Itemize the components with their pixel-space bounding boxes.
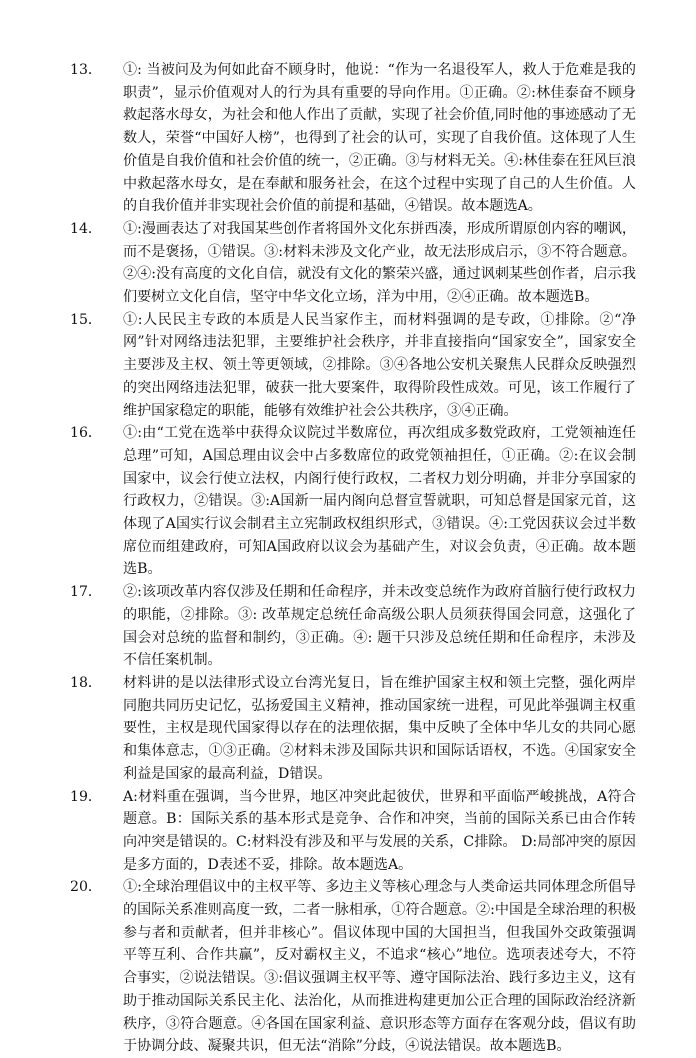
question-20 bbox=[70, 876, 636, 1058]
question-number: 18． bbox=[70, 674, 103, 691]
question-number: 17． bbox=[70, 584, 103, 601]
question-number: 14． bbox=[70, 220, 103, 237]
question-14 bbox=[70, 218, 636, 309]
question-17 bbox=[70, 581, 636, 672]
question-number: 13． bbox=[70, 62, 103, 78]
question-18 bbox=[70, 672, 636, 786]
question-15 bbox=[70, 309, 636, 423]
question-explanation: ①:漫画表达了对我国某些创作者将国外文化东拼西凑，形成所谓原创内容的嘲讽，而不是褒扬，①错误。③:材料未涉及文化产业，故无法形成启示，③不符合题意。②④:没有高度的文化自信，就没有文化的繁荣兴盛，通过讽刺某些创作者，启示我们要树立文化自信，坚守中华文化立场，洋为中用，②④正确。故本题选B。 bbox=[123, 220, 636, 306]
question-explanation: A:材料重在强调，当今世界，地区冲突此起彼伏，世界和平面临严峻挑战，A符合题意。B：国际关系的基本形式是竞争、合作和冲突，当前的国际关系已由合作转向冲突是错误的。C:材料没有涉及和平与发展的关系，C排除。 D:局部冲突的原因是多方面的，D表述不妥，排除。故本题选A。 bbox=[123, 788, 636, 873]
question-19 bbox=[70, 786, 636, 877]
question-number: 15． bbox=[70, 311, 103, 328]
question-explanation: ①:人民民主专政的本质是人民当家作主，而材料强调的是专政，①排除。②“净网”针对网络违法犯罪，主要维护社会秩序，并非直接指向“国家安全”，国家安全主要涉及主权、领土等更领域，②排除。③④各地公安机关聚焦人民群众反映强烈的突出网络违法犯罪，破获一批大要案件，取得阶段性成效。可见，该工作履行了维护国家稳定的职能，能够有效维护社会公共秩序，③④正确。 bbox=[123, 311, 636, 419]
question-number: 16． bbox=[70, 425, 103, 442]
question-number: 20． bbox=[70, 879, 103, 896]
question-16 bbox=[70, 422, 636, 581]
question-explanation: 材料讲的是以法律形式设立台湾光复日，旨在维护国家主权和领土完整，强化两岸同胞共同历史记忆，弘扬爱国主义精神，推动国家统一进程，可见此举强调主权重要性，主权是现代国家得以存在的法理依据，集中反映了全体中华儿女的共同心愿和集体意志，①③正确。②材料未涉及国际共识和国际话语权，不选。④国家安全利益是国家的最高利益，D错误。 bbox=[123, 674, 636, 782]
question-explanation: ①:全球治理倡议中的主权平等、多边主义等核心理念与人类命运共同体理念所倡导的国际关系准则高度一致，二者一脉相承，①符合题意。②:中国是全球治理的积极参与者和贡献者，但并非核心”。倡议体现中国的大国担当，但我国外交政策强调平等互利、合作共赢”，反对霸权主义，不追求“核心”地位。选项表述夸大，不符合事实，②说法错误。③:倡议强调主权平等、遵守国际法治、践行多边主义，这有助于推动国际关系民主化、法治化，从而推进构建更加公正合理的国际政治经济新秩序，③符合题意。④各国在国家利益、意识形态等方面存在客观分歧，倡议有助于协调分歧、凝聚共识，但无法“消除”分歧，④说法错误。故本题选B。 bbox=[123, 879, 636, 1055]
question-number: 19． bbox=[70, 788, 103, 805]
question-13 bbox=[70, 59, 636, 218]
question-list bbox=[70, 59, 636, 1058]
question-explanation: ①:由“工党在选举中获得众议院过半数席位，再次组成多数党政府，工党领袖连任总理”可知，A国总理由议会中占多数席位的政党领袖担任，①正确。②:在议会制国家中，议会行使立法权，内阁行使行政权，二者权力划分明确，并非分享国家的行政权力，②错误。③:A国新一届内阁向总督宣誓就职，可知总督是国家元首，这体现了A国实行议会制君主立宪制政权组织形式，③错误。④:工党因获议会过半数席位而组建政府，可知A国政府以议会为基础产生，对议会负责，④正确。故本题选B。 bbox=[123, 425, 636, 578]
question-explanation: ②:该项改革内容仅涉及任期和任命程序，并未改变总统作为政府首脑行使行政权力的职能，②排除。③: 改革规定总统任命高级公职人员须获得国会同意，这强化了国会对总统的监督和制约，③正确。④: 题干只涉及总统任期和任命程序，未涉及不信任案机制。 bbox=[123, 584, 636, 669]
question-explanation: ①: 当被问及为何如此奋不顾身时，他说：“作为一名退役军人，救人于危难是我的职责”，显示价值观对人的行为具有重要的导向作用。①正确。②:林佳泰奋不顾身救起落水母女，为社会和他人作出了贡献，实现了社会价值,同时他的事迹感动了无数人，荣誉“中国好人榜”，也得到了社会的认可，实现了自我价值。这体现了人生价值是自我价值和社会价值的统一，②正确。③与材料无关。④:林佳泰在狂风巨浪中救起落水母女，是在奉献和服务社会，在这个过程中实现了自己的人生价值。人的自我价值并非实现社会价值的前提和基础，④错误。故本题选A。 bbox=[123, 62, 636, 215]
